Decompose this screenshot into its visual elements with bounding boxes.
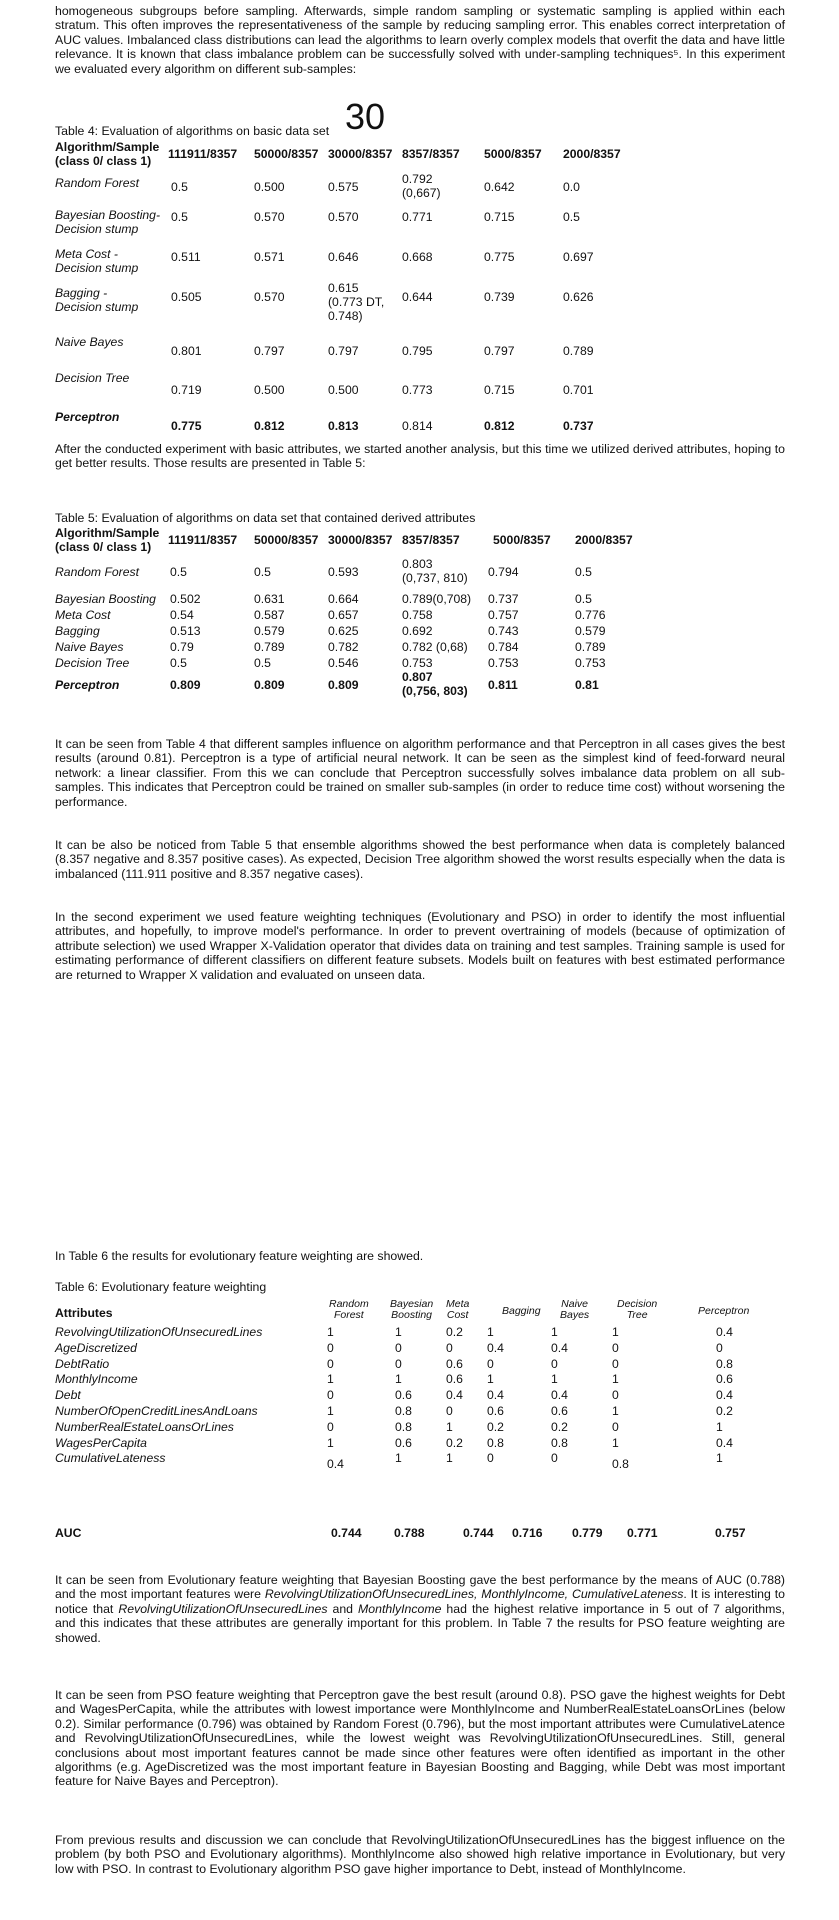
- table5-cell: 0.811: [488, 678, 518, 692]
- table6-cell: 1: [612, 1372, 619, 1386]
- table5-cell: 0.502: [170, 592, 201, 606]
- table5-cell: 0.809: [170, 678, 201, 692]
- table6-cell: 1: [487, 1372, 494, 1386]
- table4-cell: 0.571: [254, 250, 285, 264]
- table6-caption: Table 6: Evolutionary feature weighting: [55, 1280, 267, 1294]
- table6-cell: 0: [487, 1451, 494, 1465]
- table4-row-name: Decision Tree: [55, 371, 130, 385]
- table5-cell: 0.81: [575, 678, 599, 692]
- table6-col-header: Bagging: [502, 1305, 541, 1317]
- table4-cell: 0.797: [484, 344, 515, 358]
- table6-cell: 0.6: [446, 1357, 463, 1371]
- table4-cell: 0.646: [328, 250, 359, 264]
- table6-cell: 1: [716, 1420, 723, 1434]
- table5-cell: 0.587: [254, 608, 285, 622]
- table6-cell: 0.4: [551, 1388, 568, 1402]
- table6-cell: 1: [551, 1325, 558, 1339]
- table6-cell: 0.6: [716, 1372, 733, 1386]
- table4-cell: 0.715: [484, 210, 515, 224]
- table4-cell: 0.5: [563, 210, 580, 224]
- table5-cell: 0.784: [488, 640, 519, 654]
- table6-auc-value: 0.788: [394, 1526, 425, 1540]
- table4-cell: 0.642: [484, 180, 515, 194]
- table5-cell: 0.809: [254, 678, 285, 692]
- table5-header-sub: (class 0/ class 1): [55, 540, 152, 554]
- table4-col-header: 5000/8357: [484, 147, 542, 161]
- table5-cell: 0.5: [170, 656, 187, 670]
- table4-cell: 0.570: [328, 210, 359, 224]
- table4-cell: 0.775: [484, 250, 515, 264]
- table4-cell: 0.505: [171, 290, 202, 304]
- table4-cell: 0.668: [402, 250, 433, 264]
- para-table6-intro: In Table 6 the results for evolutionary feature weighting are showed.: [55, 1249, 424, 1263]
- table5-row-name: Naive Bayes: [55, 640, 124, 654]
- table5-col-header: 111911/8357: [168, 533, 238, 547]
- table6-row-name: CumulativeLateness: [55, 1451, 166, 1465]
- table6-col-header: Naive Bayes: [560, 1298, 590, 1321]
- table6-auc-value: 0.744: [331, 1526, 362, 1540]
- table5-col-header: 8357/8357: [402, 533, 460, 547]
- table6-header-label: Attributes: [55, 1306, 113, 1320]
- table5-row-name: Random Forest: [55, 565, 139, 579]
- table4-cell: 0.814: [402, 419, 433, 433]
- table6-cell: 1: [551, 1372, 558, 1386]
- table5-cell: 0.5: [254, 656, 271, 670]
- table4-col-header: 8357/8357: [402, 147, 460, 161]
- table6-row-name: AgeDiscretized: [55, 1341, 137, 1355]
- table4-cell: 0.697: [563, 250, 594, 264]
- table5-cell: 0.513: [170, 624, 201, 638]
- table4-col-header: 30000/8357: [328, 147, 393, 161]
- table5-cell: 0.753: [402, 656, 433, 670]
- table6-cell: 0: [612, 1388, 619, 1402]
- table5-cell: 0.743: [488, 624, 519, 638]
- table6-cell: 1: [327, 1404, 334, 1418]
- table6-cell: 0.6: [395, 1436, 412, 1450]
- table6-cell: 0.8: [612, 1457, 629, 1471]
- table6-cell: 0: [446, 1341, 453, 1355]
- table4-row-name: Perceptron: [55, 410, 120, 424]
- table5-cell: 0.625: [328, 624, 359, 638]
- table6-auc-value: 0.716: [512, 1526, 543, 1540]
- table5-cell: 0.54: [170, 608, 194, 622]
- table4-cell: 0.719: [171, 383, 202, 397]
- table6-cell: 0: [327, 1357, 334, 1371]
- table6-cell: 1: [716, 1451, 723, 1465]
- table4-row-name: Random Forest: [55, 176, 139, 190]
- table5-cell: 0.803 (0,737, 810): [402, 557, 468, 585]
- table6-cell: 1: [612, 1325, 619, 1339]
- table6-cell: 0: [612, 1420, 619, 1434]
- table4-cell: 0.775: [171, 419, 202, 433]
- table5-row-name: Decision Tree: [55, 656, 130, 670]
- table6-cell: 0: [395, 1341, 402, 1355]
- table6-cell: 0.6: [551, 1404, 568, 1418]
- table5-cell: 0.753: [488, 656, 519, 670]
- table5-cell: 0.776: [575, 608, 606, 622]
- table5-col-header: 2000/8357: [575, 533, 633, 547]
- table6-cell: 0.8: [716, 1357, 733, 1371]
- table6-col-header: Random Forest: [329, 1298, 369, 1321]
- table5-cell: 0.737: [488, 592, 519, 606]
- table5-cell: 0.692: [402, 624, 433, 638]
- table6-cell: 1: [612, 1436, 619, 1450]
- table6-cell: 1: [395, 1325, 402, 1339]
- table6-cell: 1: [612, 1404, 619, 1418]
- table6-col-header: Decision Tree: [617, 1298, 658, 1321]
- table5-col-header: 30000/8357: [328, 533, 393, 547]
- table4-cell: 0.797: [328, 344, 359, 358]
- table4-cell: 0.789: [563, 344, 594, 358]
- table6-cell: 0.2: [551, 1420, 568, 1434]
- table6-cell: 1: [327, 1372, 334, 1386]
- table5-row-name: Bagging: [55, 624, 100, 638]
- para-evo-c: and: [327, 1601, 359, 1616]
- table6-cell: 0: [716, 1341, 723, 1355]
- para-evo-i3: MonthlyIncome: [358, 1601, 442, 1616]
- table5-cell: 0.657: [328, 608, 359, 622]
- table4-cell: 0.739: [484, 290, 515, 304]
- table4-cell: 0.500: [328, 383, 359, 397]
- table6-cell: 0.4: [446, 1388, 463, 1402]
- table4-cell: 0.792 (0,667): [402, 172, 441, 200]
- table5-cell: 0.789: [254, 640, 285, 654]
- table6-cell: 0.4: [487, 1341, 504, 1355]
- table6-row-name: Debt: [55, 1388, 81, 1402]
- table5-cell: 0.546: [328, 656, 359, 670]
- table4-cell: 0.812: [484, 419, 515, 433]
- table6-cell: 0: [612, 1357, 619, 1371]
- table5-cell: 0.593: [328, 565, 359, 579]
- table6-cell: 0.6: [487, 1404, 504, 1418]
- table5-row-name: Meta Cost: [55, 608, 111, 622]
- table6-row-name: DebtRatio: [55, 1357, 110, 1371]
- table6-auc-value: 0.779: [572, 1526, 603, 1540]
- table6-cell: 0: [327, 1420, 334, 1434]
- para-pso-analysis: It can be seen from PSO feature weighting that Perceptron gave the best result (around 0.8). PSO gave the highest weights for Debt and WagesPerCapita, while the attributes with lowest importance were MonthlyIncome and NumberRealEstateLoansOrLines (below 0.2). Similar performance (0.796) was obtained by Random Forest (0.796), but the most important attributes were CumulativeLatence and RevolvingUtilizationOfUnsecuredLines, while the lowest weight was RevolvingUtilizationOfUnsecuredLines. Still, general conclusions about most important features cannot be made since other features were often identified as important in the other algorithms (e.g. AgeDiscretized was the most important feature in Bayesian Boosting and Bagging, while Debt was most important feature for Naive Bayes and Perceptron).: [55, 1688, 785, 1789]
- table6-cell: 0: [551, 1451, 558, 1465]
- table5-cell: 0.5: [575, 592, 592, 606]
- table6-row-name: MonthlyIncome: [55, 1372, 138, 1386]
- table6-col-header: Perceptron: [698, 1305, 750, 1317]
- table4-col-header: 2000/8357: [563, 147, 621, 161]
- page-number: 30: [345, 96, 386, 137]
- table6-cell: 0.6: [446, 1372, 463, 1386]
- table6-cell: 0.8: [395, 1404, 412, 1418]
- para-conclusion: From previous results and discussion we can conclude that RevolvingUtilizationOfUnsecuredLines has the biggest influence on the problem (by both PSO and Evolutionary algorithms). MonthlyIncome also showed high relative importance in Evolutionary, but very low with PSO. In contrast to Evolutionary algorithm PSO gave higher importance to Debt, instead of MonthlyIncome.: [55, 1833, 785, 1876]
- table6-cell: 0.4: [716, 1436, 733, 1450]
- para-evolutionary-analysis: [55, 1573, 785, 1645]
- table4-cell: 0.570: [254, 290, 285, 304]
- table5-col-header: 5000/8357: [493, 533, 551, 547]
- intro-paragraph: homogeneous subgroups before sampling. Afterwards, simple random sampling or systematic sampling is applied within each stratum. This often improves the representativeness of the sample by reducing sampling error. This enables correct interpretation of AUC values. Imbalanced class distributions can lead the algorithms to learn overly complex models that overfit the data and have little relevance. It is known that class imbalance problem can be successfully solved with under-sampling techniques⁵. In this experiment we evaluated every algorithm on different sub-samples:: [55, 4, 785, 76]
- table6-cell: 0.2: [446, 1325, 463, 1339]
- table6-cell: 1: [327, 1436, 334, 1450]
- para-evo-b: . It is interesting to notice that: [55, 1587, 785, 1616]
- table4-col-header: 111911/8357: [168, 147, 238, 161]
- table4-cell: 0.500: [254, 180, 285, 194]
- table6-cell: 0.4: [327, 1457, 344, 1471]
- para-evo-i1: RevolvingUtilizationOfUnsecuredLines, MonthlyIncome, CumulativeLateness: [264, 1587, 684, 1602]
- table5-cell: 0.579: [575, 624, 606, 638]
- table5-cell: 0.579: [254, 624, 285, 638]
- table6-cell: 0.8: [487, 1436, 504, 1450]
- table5-cell: 0.5: [170, 565, 187, 579]
- table4-header-label: Algorithm/Sample: [55, 140, 160, 154]
- table4-cell: 0.813: [328, 419, 359, 433]
- table5-cell: 0.809: [328, 678, 359, 692]
- table4-caption: Table 4: Evaluation of algorithms on basic data set: [55, 124, 330, 138]
- table4-cell: 0.795: [402, 344, 433, 358]
- table6-auc-value: 0.757: [715, 1526, 746, 1540]
- table5-row-name: Bayesian Boosting: [55, 592, 156, 606]
- table4-cell: 0.500: [254, 383, 285, 397]
- table5-cell: 0.758: [402, 608, 433, 622]
- table6-cell: 0: [487, 1357, 494, 1371]
- table4-cell: 0.615 (0.773 DT, 0.748): [328, 281, 385, 323]
- table6-cell: 0.2: [716, 1404, 733, 1418]
- table4-cell: 0.773: [402, 383, 433, 397]
- table6-cell: 0.8: [551, 1436, 568, 1450]
- table5-cell: 0.757: [488, 608, 519, 622]
- table5-cell: 0.794: [488, 565, 519, 579]
- table6-cell: 0: [446, 1404, 453, 1418]
- table6-cell: 1: [395, 1451, 402, 1465]
- table6-cell: 0: [395, 1357, 402, 1371]
- table6-cell: 1: [446, 1451, 453, 1465]
- para-evo-a: It can be seen from Evolutionary feature weighting that Bayesian Boosting gave the best performance by the means of AUC (0.788) and the most important features were: [55, 1573, 785, 1602]
- table4-row-name: Meta Cost - Decision stump: [55, 247, 139, 275]
- table4-cell: 0.511: [171, 250, 201, 264]
- table4-cell: 0.737: [563, 419, 594, 433]
- table4-cell: 0.5: [171, 210, 188, 224]
- table6-cell: 0: [327, 1341, 334, 1355]
- para-evo-i2: RevolvingUtilizationOfUnsecuredLines: [118, 1601, 328, 1616]
- table6-cell: 0.4: [551, 1341, 568, 1355]
- table6-cell: 0.2: [487, 1420, 504, 1434]
- table4-cell: 0.715: [484, 383, 515, 397]
- para-evo-d: had the highest relative importance in 5 out of 7 algorithms, and this indicates that these attributes are generally important for this problem. In Table 7 the results for PSO feature weighting are showed.: [55, 1601, 785, 1645]
- table5-cell: 0.5: [575, 565, 592, 579]
- table5-col-header: 50000/8357: [254, 533, 319, 547]
- table5-cell: 0.782 (0,68): [402, 640, 468, 654]
- table5-cell: 0.664: [328, 592, 359, 606]
- table4-cell: 0.801: [171, 344, 202, 358]
- table6-cell: 0: [612, 1341, 619, 1355]
- table5-cell: 0.807 (0,756, 803): [402, 670, 468, 698]
- table5-cell: 0.782: [328, 640, 359, 654]
- table4-row-name: Naive Bayes: [55, 335, 124, 349]
- table4-cell: 0.5: [171, 180, 188, 194]
- table6-auc-value: 0.744: [463, 1526, 494, 1540]
- table4-cell: 0.644: [402, 290, 433, 304]
- table6-row-name: NumberOfOpenCreditLinesAndLoans: [55, 1404, 258, 1418]
- table6-cell: 1: [327, 1325, 334, 1339]
- table4-cell: 0.575: [328, 180, 359, 194]
- table4-cell: 0.570: [254, 210, 285, 224]
- para-table5-analysis: It can be also be noticed from Table 5 that ensemble algorithms showed the best performance when data is completely balanced (8.357 negative and 8.357 positive cases). As expected, Decision Tree algorithm showed the worst results especially when the data is imbalanced (111.911 positive and 8.357 negative cases).: [55, 838, 785, 881]
- table5-cell: 0.753: [575, 656, 606, 670]
- table5-header-label: Algorithm/Sample: [55, 526, 160, 540]
- table4-col-header: 50000/8357: [254, 147, 319, 161]
- table5-cell: 0.789: [575, 640, 606, 654]
- table4-cell: 0.0: [563, 180, 580, 194]
- table4-row-name: Bayesian Boosting- Decision stump: [55, 208, 161, 236]
- table5-cell: 0.631: [254, 592, 285, 606]
- table6-cell: 1: [395, 1372, 402, 1386]
- table6-row-name: NumberRealEstateLoansOrLines: [55, 1420, 234, 1434]
- table5-row-name: Perceptron: [55, 678, 120, 692]
- table4-cell: 0.626: [563, 290, 594, 304]
- table6-cell: 1: [446, 1420, 453, 1434]
- table4-header-sub: (class 0/ class 1): [55, 154, 152, 168]
- table6-col-header: Meta Cost: [446, 1298, 470, 1321]
- table5-cell: 0.5: [254, 565, 271, 579]
- table4-cell: 0.812: [254, 419, 285, 433]
- table5-cell: 0.789(0,708): [402, 592, 472, 606]
- table6-cell: 0: [551, 1357, 558, 1371]
- table6-cell: 0.6: [395, 1388, 412, 1402]
- table6-cell: 0.2: [446, 1436, 463, 1450]
- table6-cell: 0.4: [716, 1325, 733, 1339]
- para-second-experiment: In the second experiment we used feature weighting techniques (Evolutionary and PSO) in order to identify the most influential attributes, and hopefully, to improve model's performance. In order to prevent overtraining of models (because of optimization of attribute selection) we used Wrapper X-Validation operator that divides data on training and test samples. Training sample is used for estimating performance of different classifiers on different feature subsets. Models built on features with best estimated performance are returned to Wrapper X validation and evaluated on unseen data.: [55, 910, 785, 982]
- table4-cell: 0.701: [563, 383, 594, 397]
- table6-cell: 0.4: [487, 1388, 504, 1402]
- table6-row-name: WagesPerCapita: [55, 1436, 147, 1450]
- table4-cell: 0.797: [254, 344, 285, 358]
- table6-row-name: RevolvingUtilizationOfUnsecuredLines: [55, 1325, 263, 1339]
- table6-cell: 0.8: [395, 1420, 412, 1434]
- table6-col-header: Bayesian Boosting: [390, 1298, 434, 1321]
- para-after-table4: After the conducted experiment with basic attributes, we started another analysis, but this time we utilized derived attributes, hoping to get better results. Those results are presented in Table 5:: [55, 442, 785, 471]
- table6-cell: 1: [487, 1325, 494, 1339]
- table4-row-name: Bagging - Decision stump: [55, 286, 139, 314]
- table6-auc-label: AUC: [55, 1526, 82, 1540]
- table6-auc-value: 0.771: [627, 1526, 658, 1540]
- table5-cell: 0.79: [170, 640, 194, 654]
- table4-cell: 0.771: [402, 210, 433, 224]
- table6-cell: 0.4: [716, 1388, 733, 1402]
- table6-cell: 0: [327, 1388, 334, 1402]
- table5-caption: Table 5: Evaluation of algorithms on data set that contained derived attributes: [55, 511, 476, 525]
- para-table4-analysis: It can be seen from Table 4 that different samples influence on algorithm performance and that Perceptron in all cases gives the best results (around 0.81). Perceptron is a type of artificial neural network. It can be seen as the simplest kind of feed-forward neural network: a linear classifier. From this we can conclude that Perceptron successfully solves imbalance data problem on all sub-samples. This indicates that Perceptron could be trained on smaller sub-samples (in order to reduce time cost) without worsening the performance.: [55, 737, 785, 809]
